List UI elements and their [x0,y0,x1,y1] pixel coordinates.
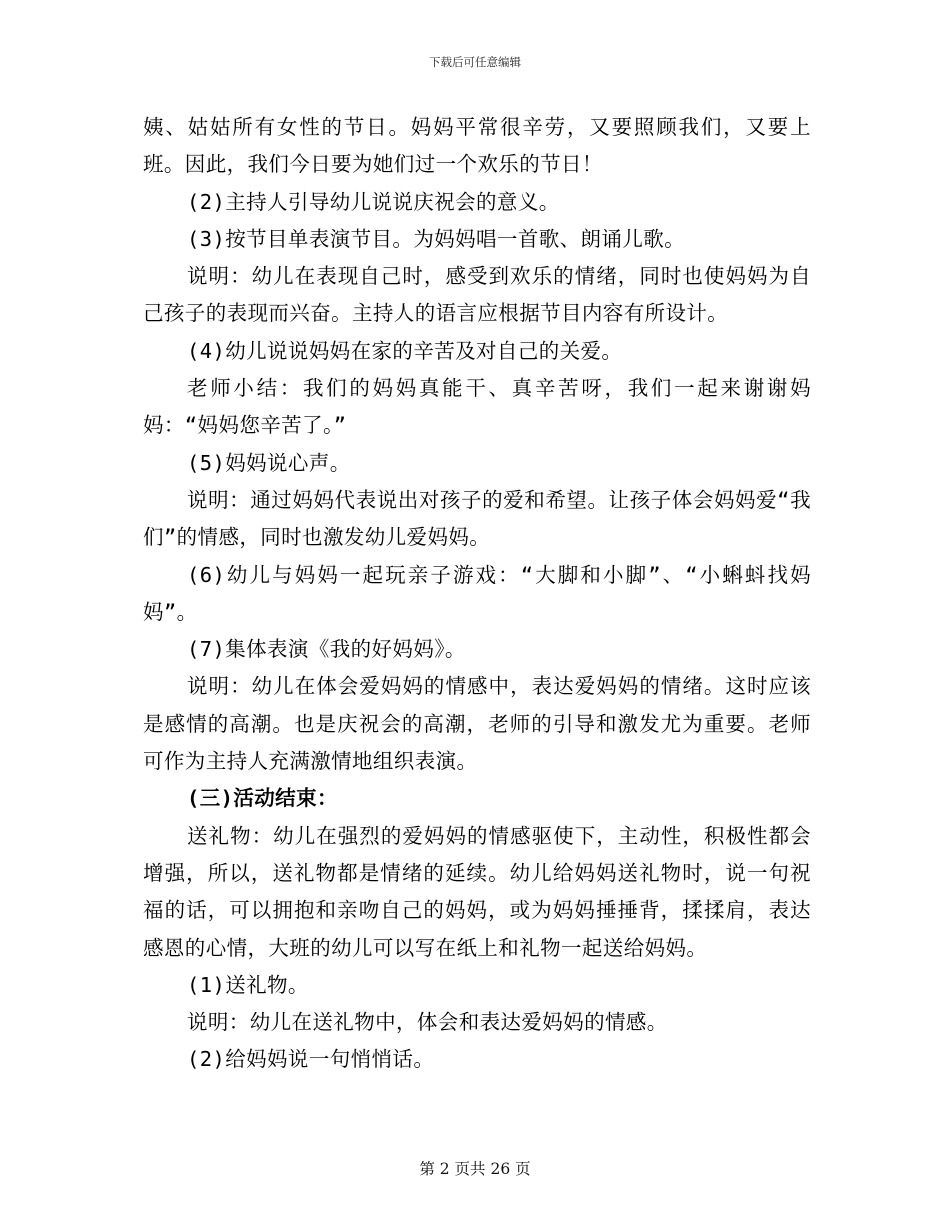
paragraph-4: 说明：幼儿在表现自己时，感受到欢乐的情绪，同时也使妈妈为自己孩子的表现而兴奋。主持人的语言应根据节目内容有所设计。 [143,264,811,326]
paragraph-10: (7)集体表演《我的好妈妈》。 [187,637,466,662]
paragraph-6: 老师小结：我们的妈妈真能干、真辛苦呀，我们一起来谢谢妈妈：“妈妈您辛苦了。” [143,376,811,438]
paragraph-15: 说明：幼儿在送礼物中，体会和表达爱妈妈的情感。 [187,1010,668,1035]
paragraph-5: (4)幼儿说说妈妈在家的辛苦及对自己的关爱。 [187,338,623,363]
page-footer: 第 2 页共 26 页 [419,1160,531,1178]
paragraph-13: 送礼物：幼儿在强烈的爱妈妈的情感驱使下，主动性，积极性都会增强，所以，送礼物都是情绪的延续。幼儿给妈妈送礼物时，说一句祝福的话，可以拥抱和亲吻自己的妈妈，或为妈妈捶捶背，揉揉肩，表达感恩的心情，大班的幼儿可以写在纸上和礼物一起送给妈妈。 [143,823,811,960]
paragraph-11: 说明：幼儿在体会爱妈妈的情感中，表达爱妈妈的情绪。这时应该是感情的高潮。也是庆祝会的高潮，老师的引导和激发尤为重要。老师可作为主持人充满激情地组织表演。 [143,674,811,774]
paragraph-8: 说明：通过妈妈代表说出对孩子的爱和希望。让孩子体会妈妈爱“我们”的情感，同时也激发幼儿爱妈妈。 [143,487,811,550]
paragraph-9: (6)幼儿与妈妈一起玩亲子游戏：“大脚和小脚”、“小蝌蚪找妈妈”。 [143,562,811,624]
page-header: 下载后可任意编辑 [429,55,521,69]
section-heading: (三)活动结束： [187,786,338,811]
document-body [143,109,811,1079]
paragraph-1: 姨、姑姑所有女性的节日。妈妈平常很辛劳，又要照顾我们，又要上班。因此，我们今日要为她们过一个欢乐的节日！ [143,115,811,177]
paragraph-3: (3)按节目单表演节目。为妈妈唱一首歌、朗诵儿歌。 [187,226,686,251]
paragraph-16: (2)给妈妈说一句悄悄话。 [187,1047,435,1072]
paragraph-7: (5)妈妈说心声。 [187,450,351,475]
paragraph-14: (1)送礼物。 [187,972,309,997]
paragraph-2: (2)主持人引导幼儿说说庆祝会的意义。 [187,189,560,214]
